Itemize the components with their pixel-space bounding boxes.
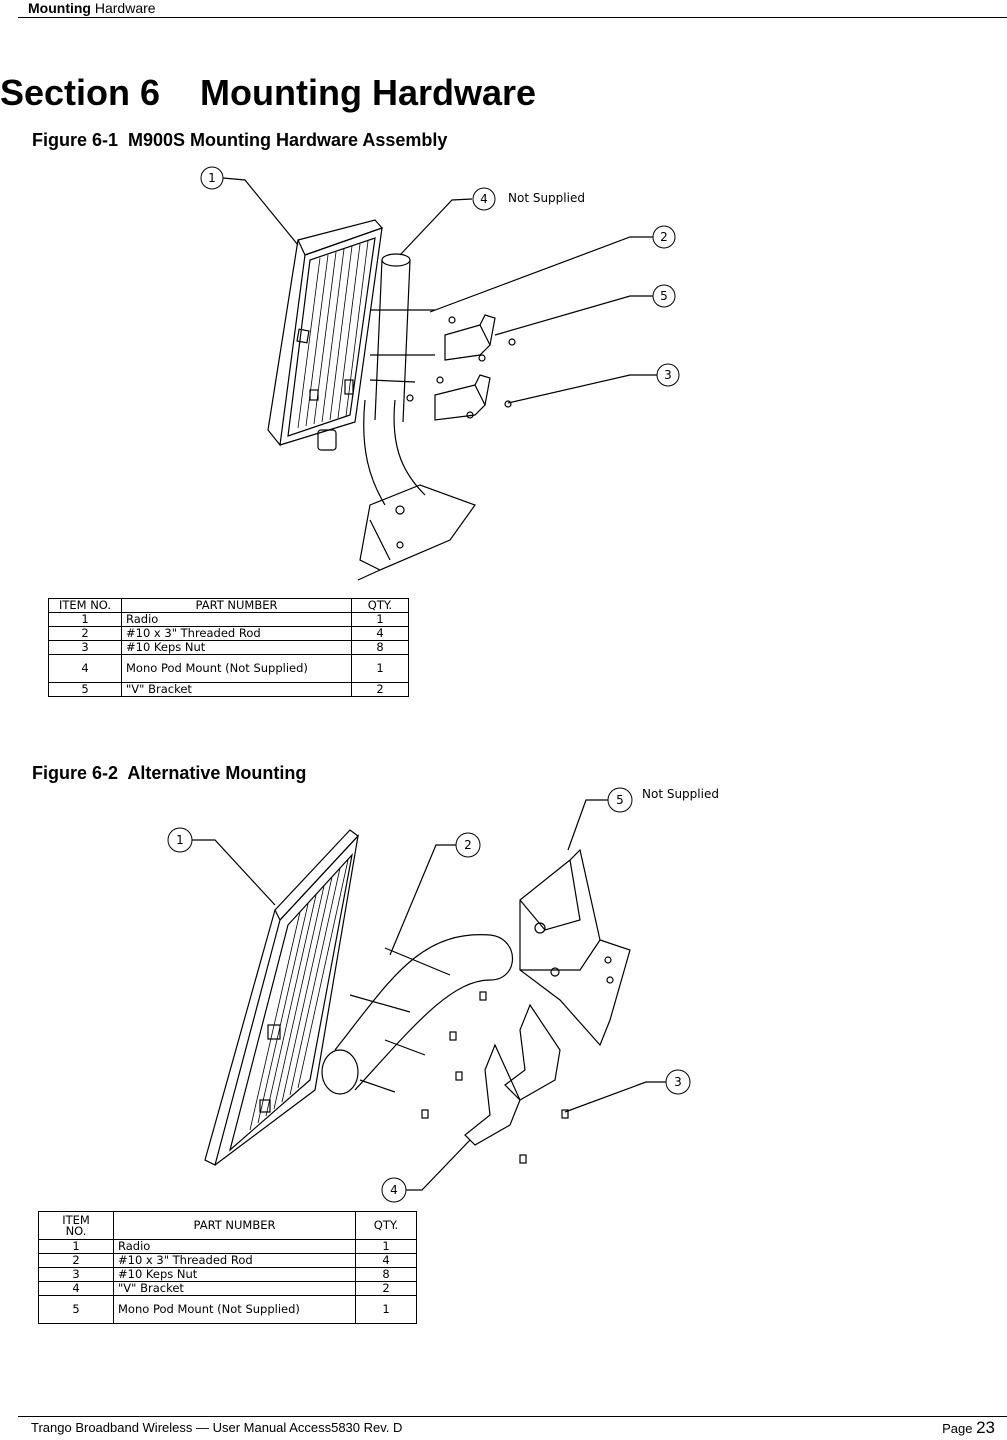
table-row [39,1282,417,1296]
qty: 1 [356,1240,417,1254]
column-header-part-number: PART NUMBER [114,1212,356,1240]
part-number: Mono Pod Mount (Not Supplied) [114,1296,356,1324]
running-header-bold: Mounting [28,0,91,16]
item-no: 3 [49,641,122,655]
item-no: 3 [39,1268,114,1282]
figure-2-caption: Figure 6-2 Alternative Mounting [32,763,307,783]
qty: 2 [352,683,409,697]
column-header-qty: QTY. [356,1212,417,1240]
figure-2-not-supplied: Not Supplied [642,787,719,801]
qty: 1 [356,1296,417,1324]
figure-1-callout-1: 1 [208,171,216,185]
item-no: 4 [49,655,122,683]
qty: 8 [352,641,409,655]
table-row [39,1240,417,1254]
part-number: #10 Keps Nut [122,641,352,655]
figure-1-callout-2: 2 [660,230,668,244]
figure-1-drawing [190,160,700,585]
part-number: #10 x 3" Threaded Rod [114,1254,356,1268]
column-header-part-number: PART NUMBER [122,599,352,613]
part-number: Radio [114,1240,356,1254]
table-row [39,1254,417,1268]
table-row [49,655,409,683]
qty: 8 [356,1268,417,1282]
header-rule [18,17,1007,18]
part-number: "V" Bracket [122,683,352,697]
figure-2-callout-1: 1 [176,833,184,847]
qty: 1 [352,655,409,683]
part-number: Radio [122,613,352,627]
figure-1-callout-3: 3 [664,368,672,382]
qty: 2 [356,1282,417,1296]
running-header-rest: Hardware [90,0,156,16]
page-label: Page [942,1421,973,1436]
item-no: 2 [39,1254,114,1268]
item-no: 5 [39,1296,114,1324]
table-row [49,627,409,641]
part-number: Mono Pod Mount (Not Supplied) [122,655,352,683]
figure-1-parts-table [48,598,409,697]
part-number: "V" Bracket [114,1282,356,1296]
figure-2-callout-2: 2 [464,838,472,852]
figure-2-callout-4: 4 [390,1183,398,1197]
table-row [49,641,409,655]
page-number [942,1418,995,1438]
item-no: 1 [39,1240,114,1254]
section-title: Section 6 Mounting Hardware [0,72,537,113]
part-number: #10 x 3" Threaded Rod [122,627,352,641]
column-header-item-no: ITEM NO. [49,599,122,613]
item-no: 2 [49,627,122,641]
part-number: #10 Keps Nut [114,1268,356,1282]
running-header [28,0,156,16]
figure-1-callout-5: 5 [660,289,668,303]
figure-2-drawing [160,780,740,1205]
table-header-row [39,1212,417,1240]
item-no: 1 [49,613,122,627]
table-row [49,613,409,627]
qty: 4 [352,627,409,641]
qty: 4 [356,1254,417,1268]
table-row [39,1296,417,1324]
table-row [39,1268,417,1282]
figure-2-parts-table [38,1211,417,1324]
qty: 1 [352,613,409,627]
figure-1-caption: Figure 6-1 M900S Mounting Hardware Assembly [32,130,448,150]
footer-text: Trango Broadband Wireless — User Manual Access5830 Rev. D [31,1420,403,1435]
item-no: 5 [49,683,122,697]
item-no: 4 [39,1282,114,1296]
figure-2-callout-5: 5 [616,793,624,807]
figure-2-callout-3: 3 [674,1075,682,1089]
column-header-qty: QTY. [352,599,409,613]
figure-1-not-supplied: Not Supplied [508,191,585,205]
figure-1-callout-4: 4 [480,192,488,206]
footer-rule [18,1416,1007,1417]
table-header-row [49,599,409,613]
table-row [49,683,409,697]
column-header-item-no: ITEM NO. [39,1212,114,1240]
page-number-value: 23 [976,1418,995,1437]
